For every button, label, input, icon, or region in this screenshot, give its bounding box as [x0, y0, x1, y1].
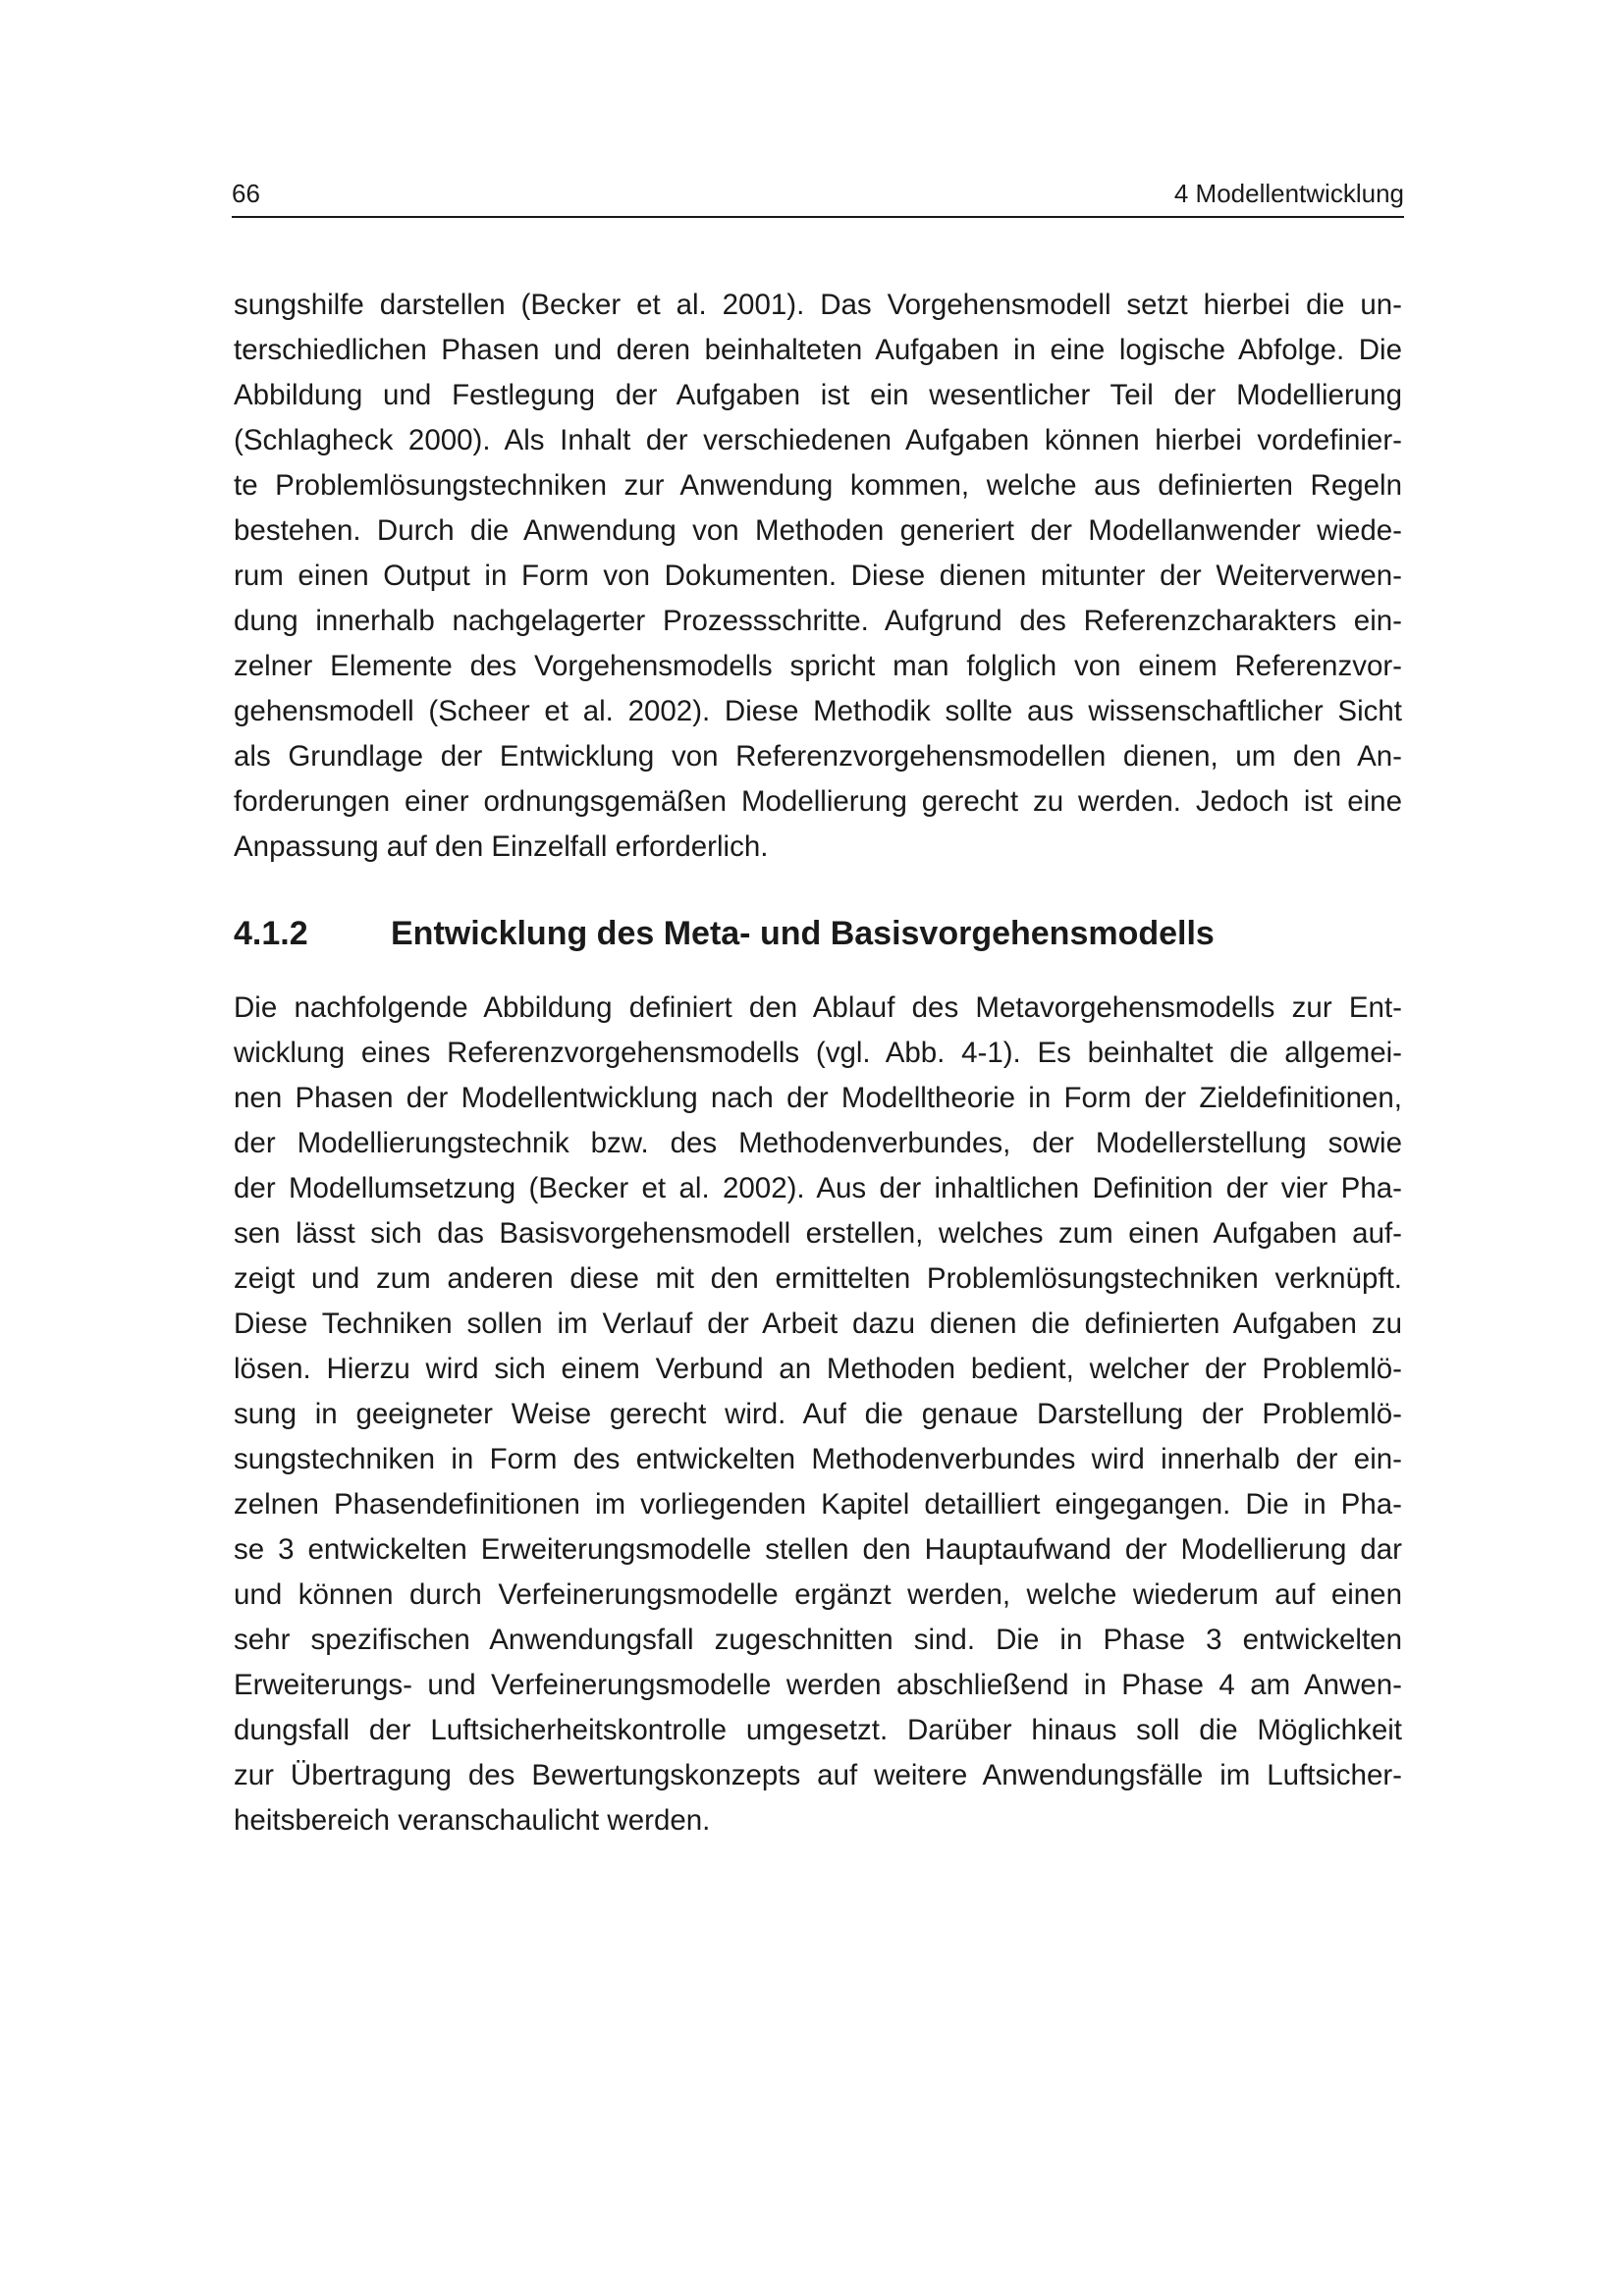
text-line: zeigt und zum anderen diese mit den ermittelten Problemlösungstechniken verknüpft.	[234, 1262, 1402, 1295]
running-header	[232, 179, 1404, 218]
text-line: Erweiterungs- und Verfeinerungsmodelle werden abschließend in Phase 4 am Anwen-	[234, 1669, 1402, 1701]
text-line: terschiedlichen Phasen und deren beinhalteten Aufgaben in eine logische Abfolge. Die	[234, 334, 1402, 366]
text-line: te Problemlösungstechniken zur Anwendung kommen, welche aus definierten Regeln	[234, 469, 1402, 502]
text-line: der Modellumsetzung (Becker et al. 2002). Aus der inhaltlichen Definition der vier Pha-	[234, 1172, 1402, 1204]
text-line: Anpassung auf den Einzelfall erforderlich.	[234, 830, 769, 863]
text-line: (Schlagheck 2000). Als Inhalt der verschiedenen Aufgaben können hierbei vordefinier-	[234, 424, 1402, 456]
text-line: wicklung eines Referenzvorgehensmodells (vgl. Abb. 4-1). Es beinhaltet die allgemei-	[234, 1037, 1402, 1069]
chapter-title: 4 Modellentwicklung	[1173, 179, 1404, 208]
text-line: sehr spezifischen Anwendungsfall zugeschnitten sind. Die in Phase 3 entwickelten	[234, 1624, 1402, 1656]
text-line: zelnen Phasendefinitionen im vorliegenden Kapitel detailliert eingegangen. Die in Pha-	[234, 1488, 1402, 1521]
text-line: und können durch Verfeinerungsmodelle ergänzt werden, welche wiederum auf einen	[234, 1578, 1402, 1611]
text-line: bestehen. Durch die Anwendung von Methoden generiert der Modellanwender wiede-	[234, 514, 1402, 547]
text-line: rum einen Output in Form von Dokumenten. Diese dienen mitunter der Weiterverwen-	[234, 560, 1402, 592]
text-line: zur Übertragung des Bewertungskonzepts auf weitere Anwendungsfälle im Luftsicher-	[234, 1759, 1402, 1791]
text-line: als Grundlage der Entwicklung von Referenzvorgehensmodellen dienen, um den An-	[234, 740, 1402, 773]
text-line: Diese Techniken sollen im Verlauf der Arbeit dazu dienen die definierten Aufgaben zu	[234, 1308, 1402, 1340]
text-line: sungshilfe darstellen (Becker et al. 2001). Das Vorgehensmodell setzt hierbei die un-	[234, 289, 1402, 321]
paragraph	[234, 283, 1402, 870]
text-line: nen Phasen der Modellentwicklung nach der Modelltheorie in Form der Zieldefinitionen,	[234, 1082, 1402, 1114]
section-title: Entwicklung des Meta- und Basisvorgehensmodells	[391, 915, 1215, 952]
text-line: der Modellierungstechnik bzw. des Methodenverbundes, der Modellerstellung sowie	[234, 1127, 1402, 1159]
page-number: 66	[232, 179, 260, 208]
text-line: heitsbereich veranschaulicht werden.	[234, 1804, 711, 1837]
text-line: sen lässt sich das Basisvorgehensmodell erstellen, welches zum einen Aufgaben auf-	[234, 1217, 1402, 1250]
paragraph	[234, 986, 1402, 1843]
text-line: se 3 entwickelten Erweiterungsmodelle stellen den Hauptaufwand der Modellierung dar	[234, 1533, 1402, 1566]
text-line: Die nachfolgende Abbildung definiert den Ablauf des Metavorgehensmodells zur Ent-	[234, 991, 1402, 1024]
text-line: lösen. Hierzu wird sich einem Verbund an Methoden bedient, welcher der Problemlö-	[234, 1353, 1402, 1385]
text-line: sungstechniken in Form des entwickelten Methodenverbundes wird innerhalb der ein-	[234, 1443, 1402, 1475]
text-line: sung in geeigneter Weise gerecht wird. Auf die genaue Darstellung der Problemlö-	[234, 1398, 1402, 1430]
text-line: dungsfall der Luftsicherheitskontrolle umgesetzt. Darüber hinaus soll die Möglichkeit	[234, 1714, 1402, 1746]
text-line: forderungen einer ordnungsgemäßen Modellierung gerecht zu werden. Jedoch ist eine	[234, 785, 1402, 818]
section-heading	[234, 909, 1402, 958]
text-line: dung innerhalb nachgelagerter Prozessschritte. Aufgrund des Referenzcharakters ein-	[234, 605, 1402, 637]
text-line: zelner Elemente des Vorgehensmodells spricht man folglich von einem Referenzvor-	[234, 650, 1402, 682]
text-line: Abbildung und Festlegung der Aufgaben ist ein wesentlicher Teil der Modellierung	[234, 379, 1402, 411]
section-number: 4.1.2	[234, 915, 308, 952]
text-line: gehensmodell (Scheer et al. 2002). Diese Methodik sollte aus wissenschaftlicher Sicht	[234, 695, 1402, 727]
